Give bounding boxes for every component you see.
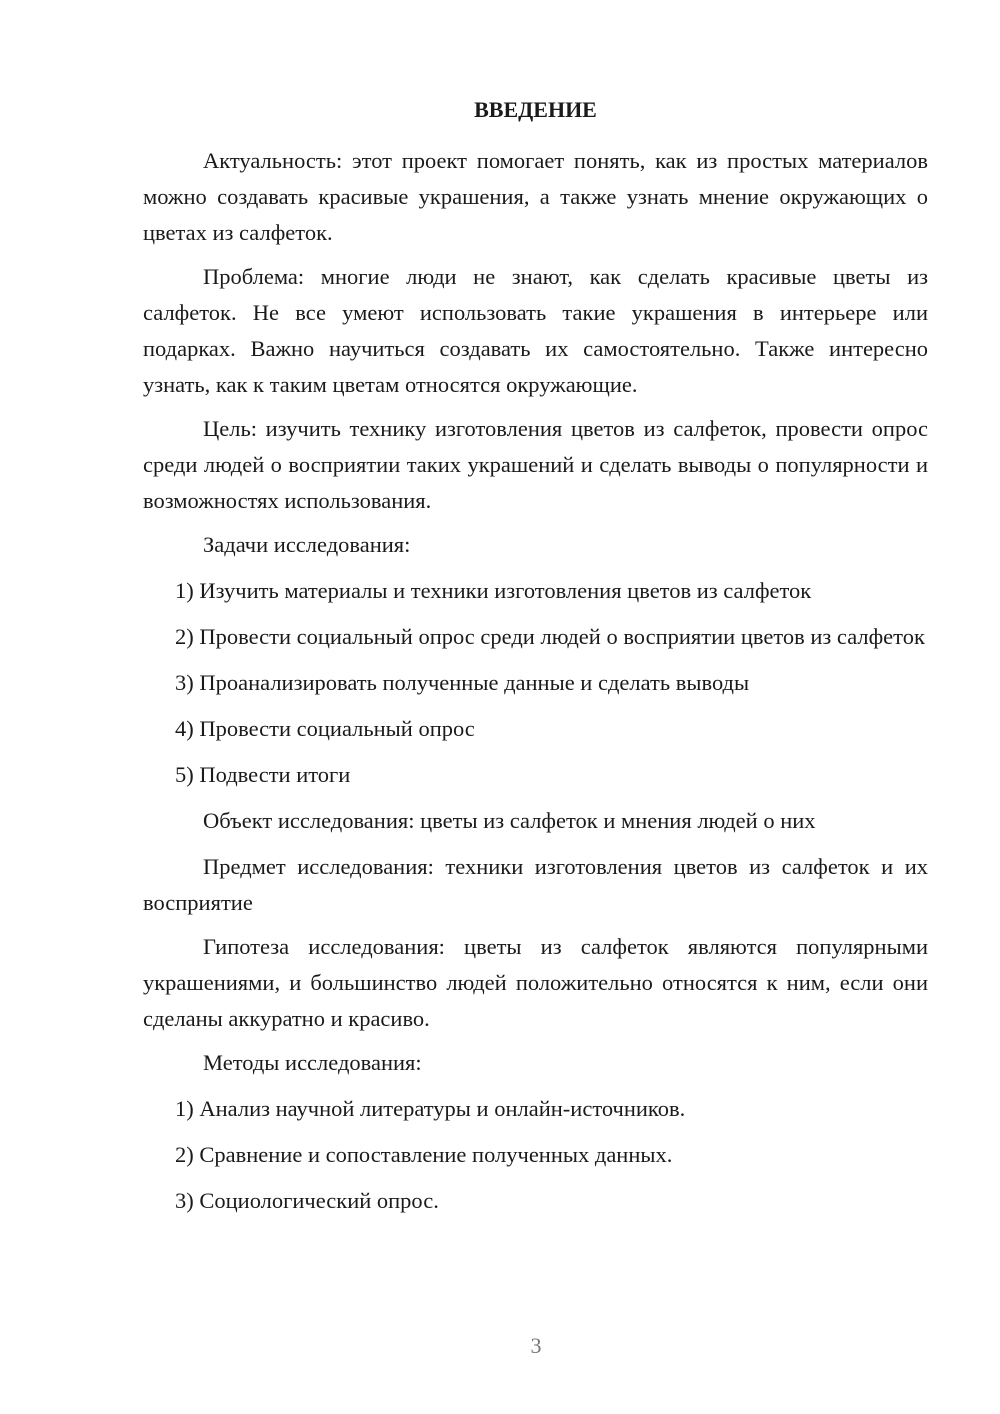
document-page — [143, 92, 928, 1229]
method-item: 3) Социологический опрос. — [175, 1188, 439, 1213]
methods-heading: Методы исследования: — [203, 1050, 422, 1075]
object-paragraph: Объект исследования: цветы из салфеток и мнения людей о них — [203, 808, 816, 833]
method-item: 2) Сравнение и сопоставление полученных данных. — [175, 1142, 673, 1167]
task-item: 3) Проанализировать полученные данные и сделать выводы — [175, 670, 750, 695]
tasks-heading: Задачи исследования: — [203, 532, 411, 557]
task-item: 2) Провести социальный опрос среди людей о восприятии цветов из салфеток — [175, 624, 925, 649]
problem-paragraph: Проблема: многие люди не знают, как сделать красивые цветы из салфеток. Не все умеют использовать такие украшения в интерьере или подарках. Важно научиться создавать их самостоятельно. Также интересно узнать, как к таким цветам относятся окружающие. — [143, 264, 928, 397]
task-item: 4) Провести социальный опрос — [175, 716, 475, 741]
task-item: 1) Изучить материалы и техники изготовления цветов из салфеток — [175, 578, 812, 603]
relevance-paragraph: Актуальность: этот проект помогает понять, как из простых материалов можно создавать красивые украшения, а также узнать мнение окружающих о цветах из салфеток. — [143, 148, 928, 245]
task-item: 5) Подвести итоги — [175, 762, 351, 787]
page-number: 3 — [530, 1333, 542, 1358]
method-item: 1) Анализ научной литературы и онлайн-источников. — [175, 1096, 686, 1121]
subject-paragraph: Предмет исследования: техники изготовления цветов из салфеток и их восприятие — [143, 854, 928, 915]
goal-paragraph: Цель: изучить технику изготовления цветов из салфеток, провести опрос среди людей о восприятии таких украшений и сделать выводы о популярности и возможностях использования. — [143, 416, 928, 513]
hypothesis-paragraph: Гипотеза исследования: цветы из салфеток являются популярными украшениями, и большинство людей положительно относятся к ним, если они сделаны аккуратно и красиво. — [143, 934, 928, 1031]
page-title: ВВЕДЕНИЕ — [474, 97, 597, 122]
